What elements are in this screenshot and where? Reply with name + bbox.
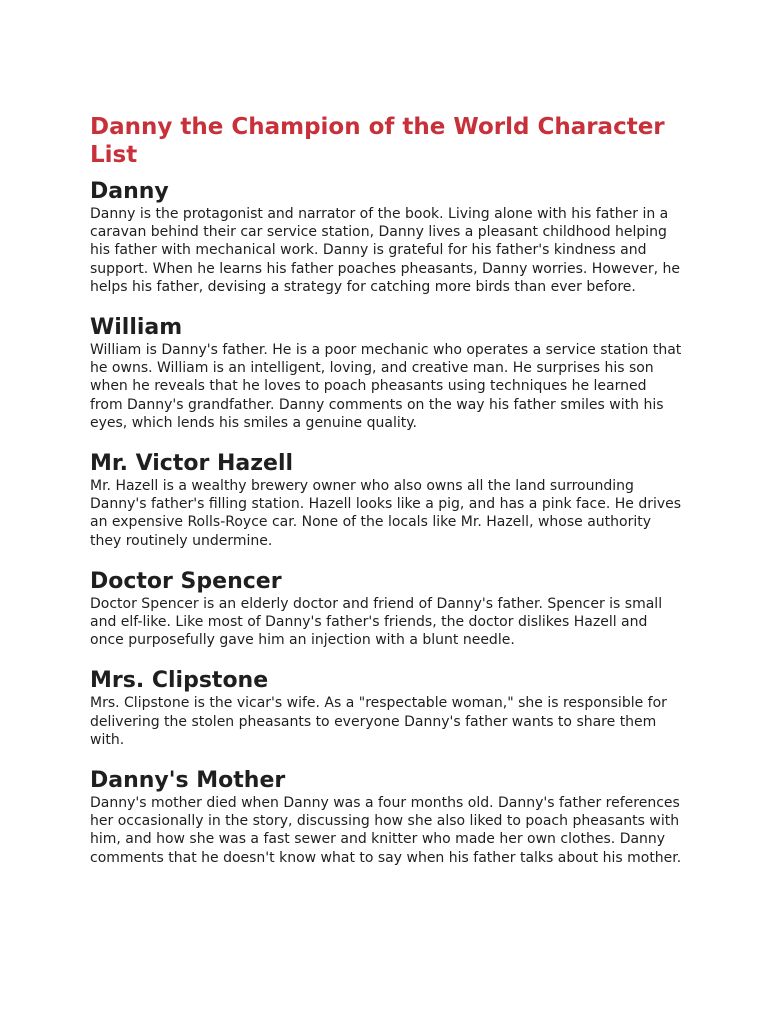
- section-danny: [90, 179, 682, 296]
- section-heading: Mrs. Clipstone: [90, 668, 269, 694]
- section-doctor-spencer: [90, 569, 682, 650]
- section-body: Doctor Spencer is an elderly doctor and friend of Danny's father. Spencer is small and elf-like. Like most of Danny's father's friends, the doctor dislikes Hazell and once purposefully gave him an injection with a blunt needle.: [90, 595, 663, 649]
- section-heading: Mr. Victor Hazell: [90, 451, 294, 477]
- section-mrs-clipstone: [90, 668, 682, 749]
- section-body: Danny's mother died when Danny was a four months old. Danny's father references her occasionally in the story, discussing how she also liked to poach pheasants with him, and how she was a fast sewer and knitter who made her own clothes. Danny comments that he doesn't know what to say when his father talks about his mother.: [90, 795, 682, 866]
- section-victor-hazell: [90, 451, 682, 550]
- section-william: [90, 315, 682, 432]
- section-heading: Danny: [90, 179, 169, 204]
- section-body: Danny is the protagonist and narrator of the book. Living alone with his father in a caravan behind their car service station, Danny lives a pleasant childhood helping his father with mechanical work. Danny is grateful for his father's kindness and support. When he learns his father poaches pheasants, Danny worries. However, he helps his father, devising a strategy for catching more birds than ever before.: [90, 206, 681, 295]
- section-body: Mrs. Clipstone is the vicar's wife. As a "respectable woman," she is responsible for delivering the stolen pheasants to everyone Danny's father wants to share them with.: [90, 695, 667, 748]
- section-heading: Doctor Spencer: [90, 568, 282, 594]
- section-body: William is Danny's father. He is a poor mechanic who operates a service station that he owns. William is an intelligent, loving, and creative man. He surprises his son when he reveals that he loves to poach pheasants using techniques he learned from Danny's grandfather. Danny comments on the way his father smiles with his eyes, which lends his smiles a genuine quality.: [90, 342, 682, 431]
- section-dannys-mother: [90, 768, 682, 867]
- section-heading: William: [90, 315, 183, 341]
- section-heading: Danny's Mother: [90, 768, 286, 794]
- document-page: [90, 113, 682, 867]
- document-title: Danny the Champion of the World Character List: [90, 114, 665, 168]
- section-body: Mr. Hazell is a wealthy brewery owner who also owns all the land surrounding Danny's father's filling station. Hazell looks like a pig, and has a pink face. He drives an expensive Rolls-Royce car. None of the locals like Mr. Hazell, whose authority they routinely undermine.: [90, 478, 682, 549]
